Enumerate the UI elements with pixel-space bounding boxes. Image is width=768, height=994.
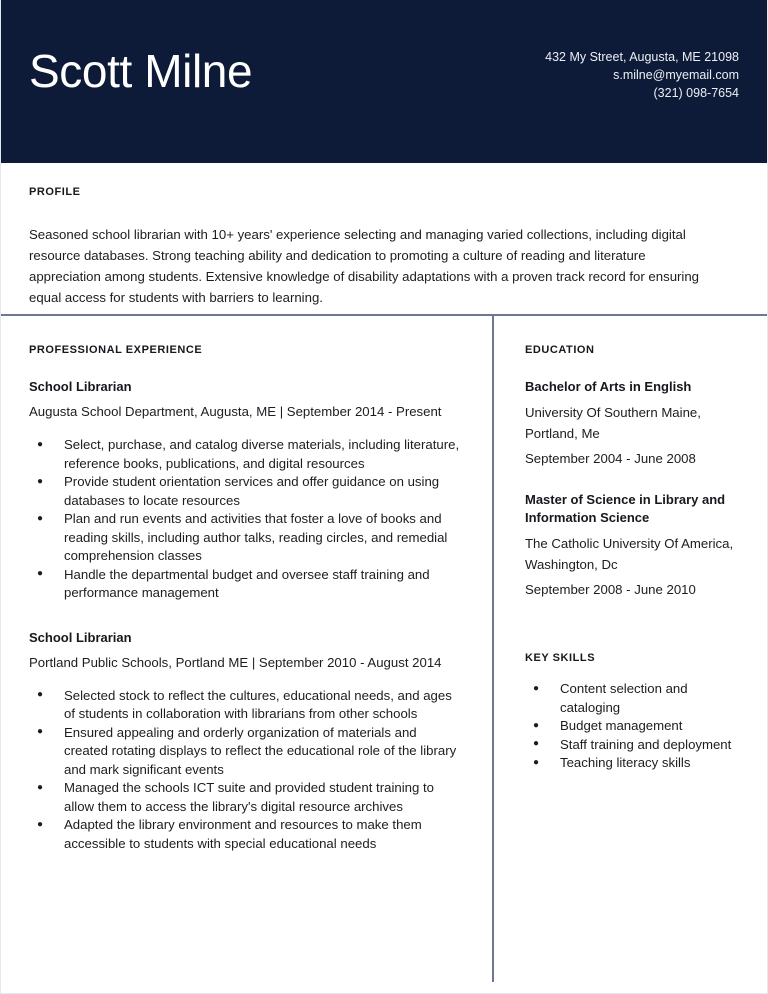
contact-info [545,48,739,102]
education-school: University Of Southern Maine, Portland, Me [525,405,701,441]
vertical-divider [492,315,494,982]
profile-section [29,186,721,308]
job-meta: Portland Public Schools, Portland ME | September 2010 - August 2014 [29,654,442,670]
experience-section-title: PROFESSIONAL EXPERIENCE [29,344,203,356]
education-dates: September 2008 - June 2010 [525,582,696,597]
education-dates: September 2004 - June 2008 [525,451,696,466]
page-title: Scott Milne [29,45,253,97]
job-meta: Augusta School Department, Augusta, ME | September 2014 - Present [29,404,442,419]
education-entry [525,378,739,469]
horizontal-divider [1,314,768,316]
list-item: ● Budget management [525,717,739,736]
list-item: ● Teaching literacy skills [525,754,739,773]
experience-entry [29,629,461,854]
experience-entry [29,378,461,603]
list-item: ● Adapted the library environment and resources to make them accessible to students with special educational needs [29,816,461,853]
skills-list [525,680,739,773]
list-item: ● Managed the schools ICT suite and provided student training to allow them to access the library's digital resource archives [29,779,461,816]
skills-section-title: KEY SKILLS [525,652,596,664]
profile-section-title: PROFILE [29,186,81,198]
list-item: ● Staff training and deployment [525,736,739,755]
list-item: ● Select, purchase, and catalog diverse materials, including literature, reference books, publications, and digital resources [29,436,461,473]
education-school: The Catholic University Of America, Washington, Dc [525,536,734,572]
list-item: ● Handle the departmental budget and oversee staff training and performance management [29,566,461,603]
resume-header [1,0,768,163]
list-item: ● Selected stock to reflect the cultures, educational needs, and ages of students in collaboration with librarians from other schools [29,687,461,724]
education-degree: Master of Science in Library and Information Science [525,492,726,525]
job-role: School Librarian [29,629,132,645]
profile-text: Seasoned school librarian with 10+ years' experience selecting and managing varied collections, including digital resource databases. Strong teaching ability and dedication to promoting a culture of reading and literature appreciation among students. Extensive knowledge of disability adaptations with a proven track record for ensuring equal access for students with barriers to learning. [29,227,700,305]
experience-column [29,344,461,853]
job-role: School Librarian [29,379,132,394]
education-section-title: EDUCATION [525,344,595,356]
list-item: ● Plan and run events and activities that foster a love of books and reading skills, including author talks, reading circles, and remedial comprehension classes [29,510,461,566]
education-degree: Bachelor of Arts in English [525,379,692,394]
spacer [29,356,461,378]
contact-email[interactable]: s.milne@myemail.com [613,68,739,82]
list-item: ● Provide student orientation services and offer guidance on using databases to locate resources [29,473,461,510]
list-item: ● Content selection and cataloging [525,680,739,717]
job-bullet-list [29,687,461,854]
list-item: ● Ensured appealing and orderly organization of materials and created rotating displays to reflect the educational role of the library and mark significant events [29,724,461,780]
job-bullet-list [29,436,461,603]
spacer [29,603,461,629]
contact-address: 432 My Street, Augusta, ME 21098 [545,50,739,64]
education-entry [525,491,739,600]
sidebar-column [525,344,739,773]
contact-phone[interactable]: (321) 098-7654 [653,86,739,100]
